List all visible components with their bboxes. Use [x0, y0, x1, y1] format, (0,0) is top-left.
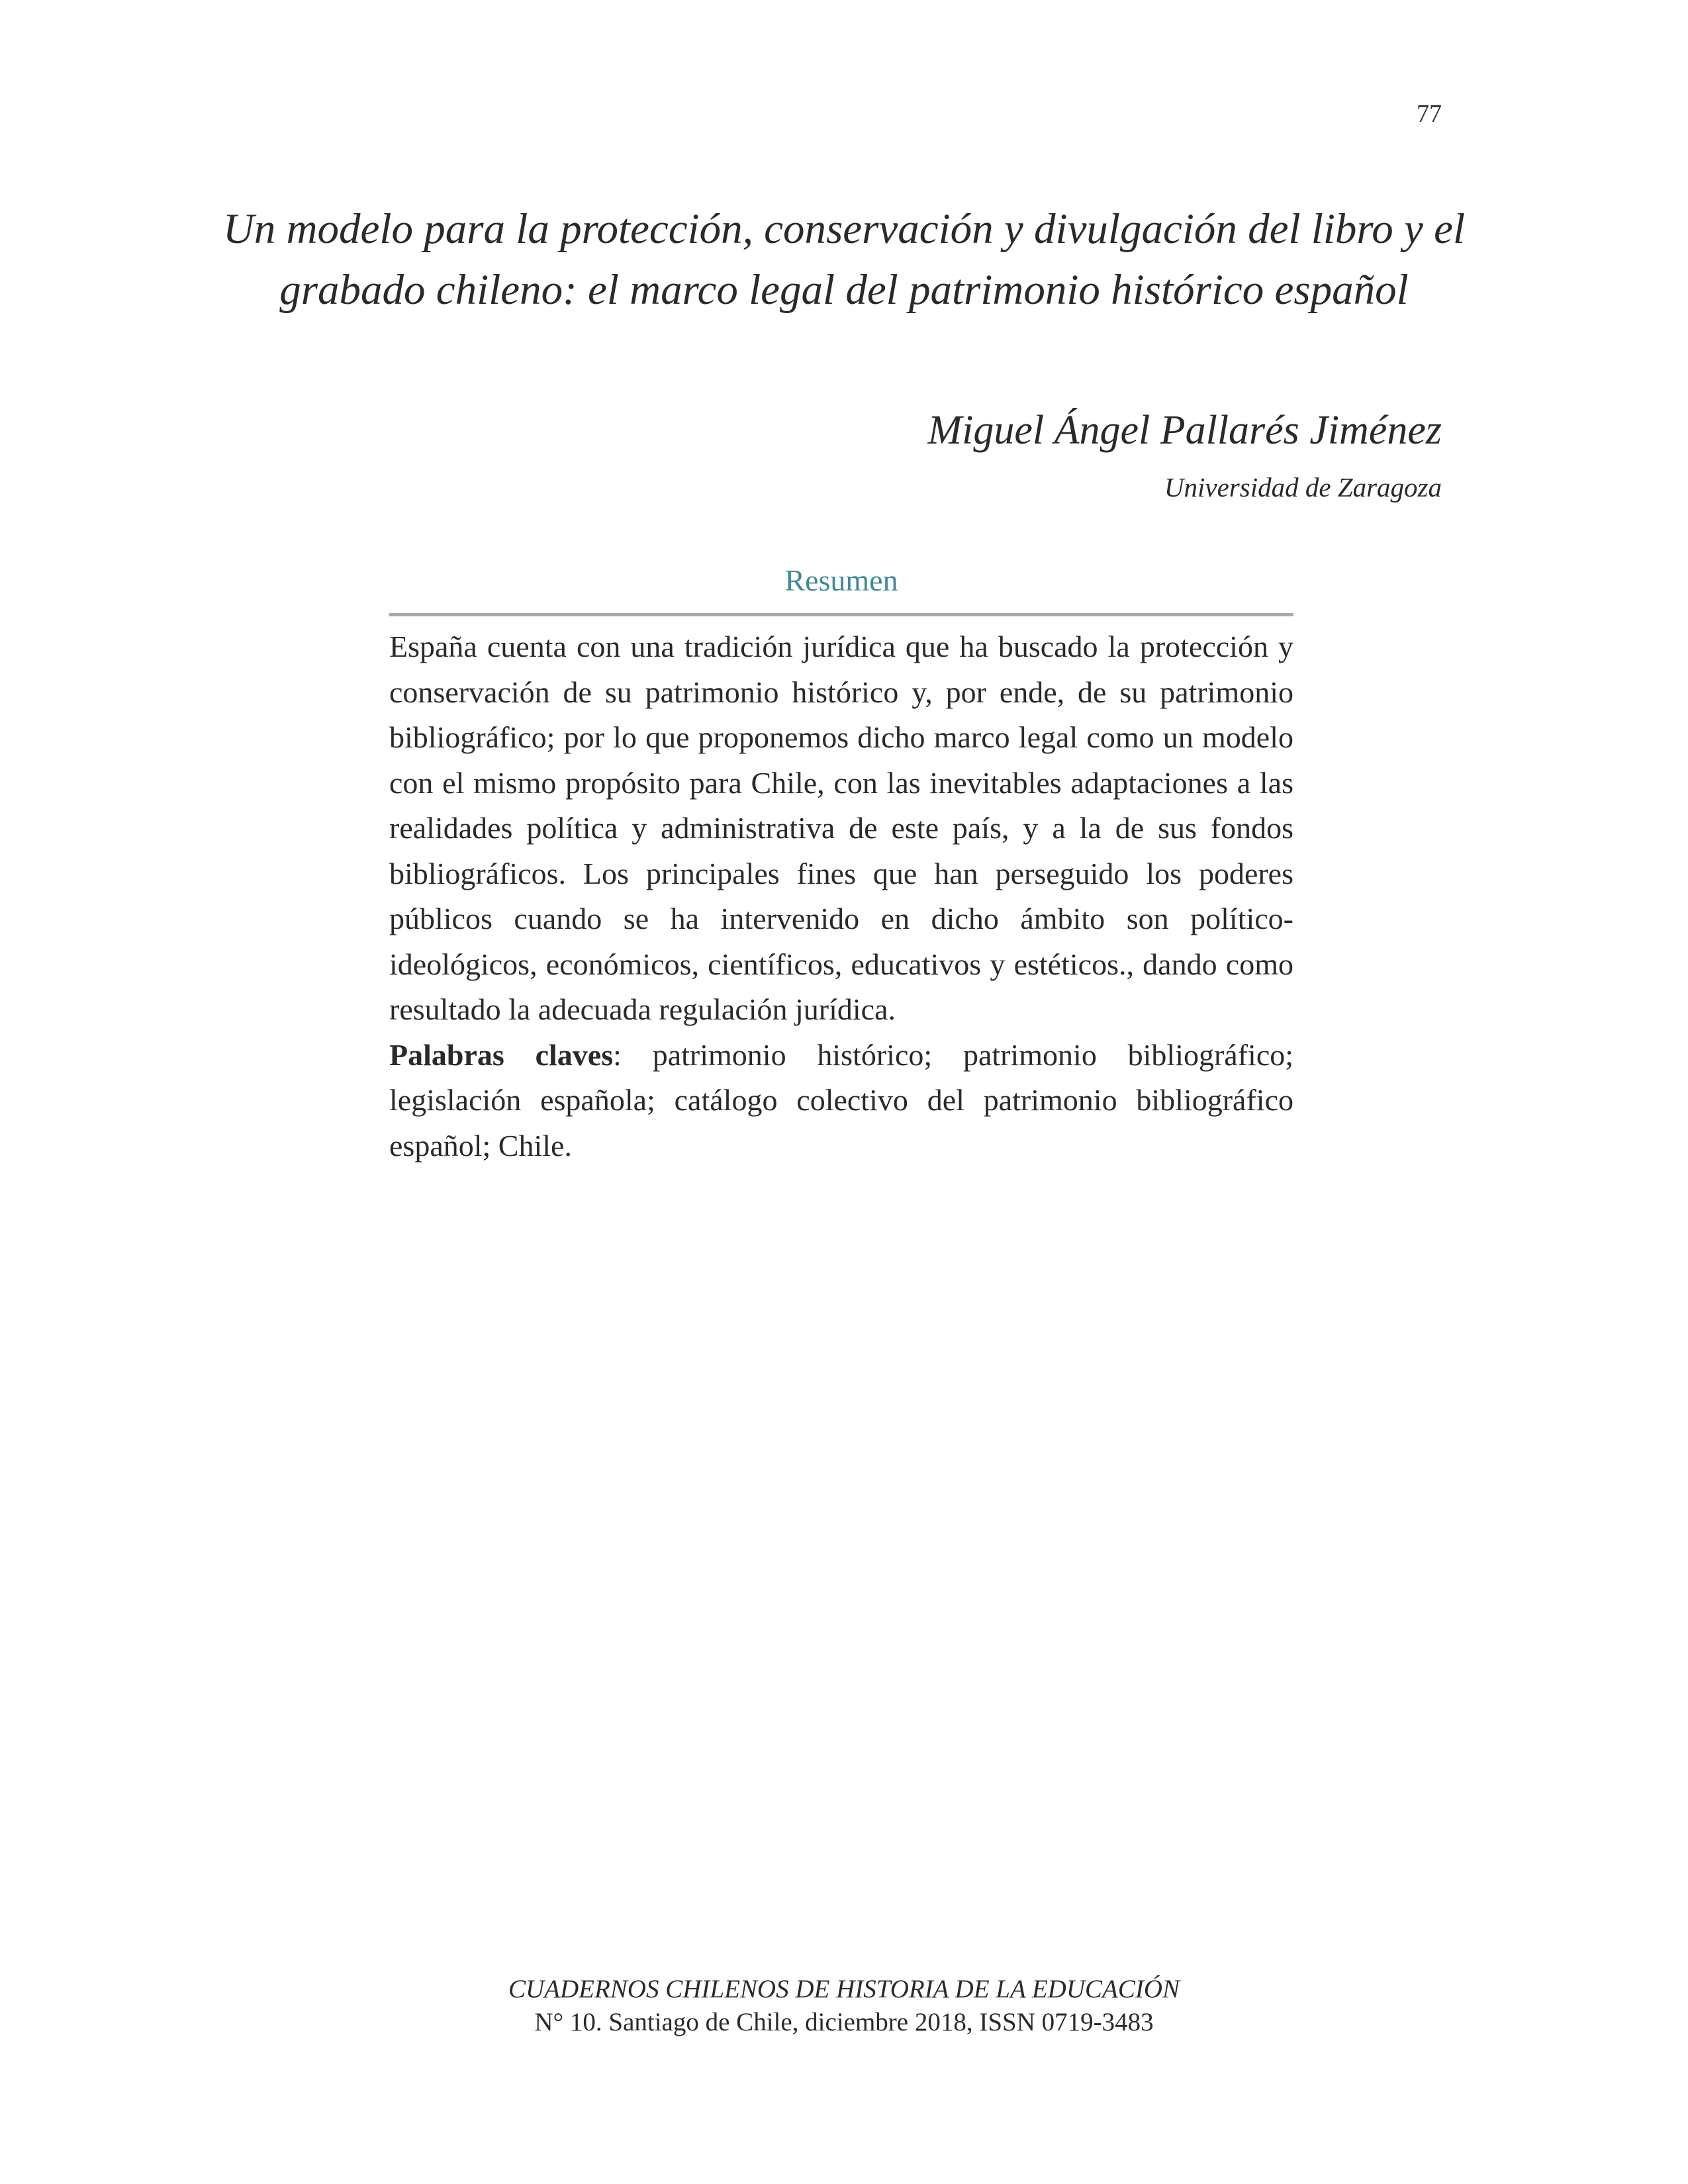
keywords-paragraph — [389, 1033, 1293, 1169]
keywords-text: patrimonio histórico; patrimonio bibliográfico; legislación española; catálogo colectivo del patrimonio bibliográfico español; Chile. — [389, 1037, 1294, 1163]
keywords-separator: : — [613, 1037, 622, 1072]
author-name: Miguel Ángel Pallarés Jiménez — [927, 408, 1442, 453]
footer-issue-info: N° 10. Santiago de Chile, diciembre 2018, ISSN 0719-3483 — [534, 2008, 1154, 2036]
abstract-section — [389, 557, 1293, 1168]
page-number: 77 — [1417, 100, 1442, 128]
keywords-label: Palabras claves — [389, 1037, 614, 1072]
footer-journal-name: CUADERNOS CHILENOS DE HISTORIA DE LA EDUCACIÓN — [508, 1975, 1180, 2003]
abstract-body: España cuenta con una tradición jurídica que ha buscado la protección y conservación de su patrimonio histórico y, por ende, de su patrimonio bibliográfico; por lo que proponemos dicho marco legal como un modelo con el mismo propósito para Chile, con las inevitables adaptaciones a las realidades política y administrativa de este país, y a la de sus fondos bibliográficos. Los principales fines que han perseguido los poderes públicos cuando se ha intervenido en dicho ámbito son político-ideológicos, económicos, científicos, educativos y estéticos., dando como resultado la adecuada regulación jurídica. — [389, 630, 1293, 1026]
author-affiliation: Universidad de Zaragoza — [1164, 472, 1442, 502]
abstract-divider — [389, 613, 1293, 616]
abstract-heading: Resumen — [784, 563, 898, 597]
page-footer — [0, 1973, 1688, 2039]
article-title: Un modelo para la protección, conservación y divulgación del libro y el grabado chileno: el marco legal del patrimonio histórico español — [222, 205, 1466, 314]
